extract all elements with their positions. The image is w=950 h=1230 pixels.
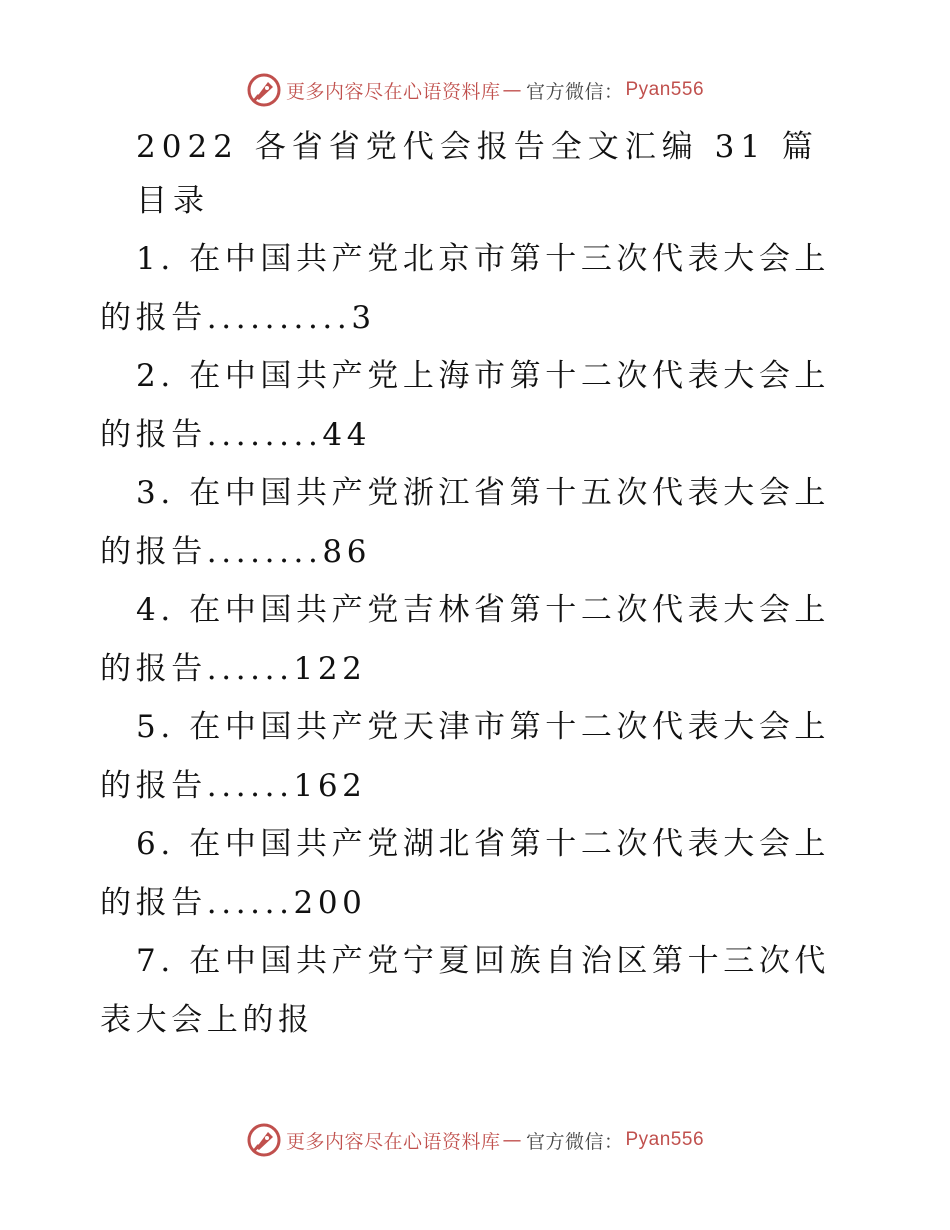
toc-heading: 目录 [136,183,210,219]
footer-watermark-banner [0,1120,950,1160]
watermark-text: 更多内容尽在心语资料库 [285,80,501,103]
watermark-wechat-id: Pyan556 [625,79,705,100]
watermark-wechat-id: Pyan556 [625,1129,705,1150]
toc-entry[interactable]: 6. 在中国共产党湖北省第十二次代表大会上的报告......200 [100,826,831,921]
watermark-separator: — [502,79,522,101]
toc-entry[interactable]: 7. 在中国共产党宁夏回族自治区第十三次代表大会上的报 [100,943,831,1038]
toc-entry[interactable]: 5. 在中国共产党天津市第十二次代表大会上的报告......162 [100,709,831,804]
watermark-wechat-label: 官方微信： [525,1130,624,1153]
toc-list [100,230,840,1049]
document-title: 2022 各省省党代会报告全文汇编 31 篇 [136,129,819,165]
pen-nib-logo-icon [246,1122,282,1158]
watermark-separator: — [502,1129,522,1151]
watermark-wechat-label: 官方微信： [525,80,624,103]
toc-entry[interactable]: 4. 在中国共产党吉林省第十二次代表大会上的报告......122 [100,592,831,687]
toc-entry[interactable]: 2. 在中国共产党上海市第十二次代表大会上的报告........44 [100,358,831,453]
toc-entry[interactable]: 1. 在中国共产党北京市第十三次代表大会上的报告..........3 [100,241,831,336]
toc-entry[interactable]: 3. 在中国共产党浙江省第十五次代表大会上的报告........86 [100,475,831,570]
watermark-text: 更多内容尽在心语资料库 [285,1130,501,1153]
document-body [100,122,840,1049]
header-watermark-banner [0,70,950,110]
pen-nib-logo-icon [246,72,282,108]
